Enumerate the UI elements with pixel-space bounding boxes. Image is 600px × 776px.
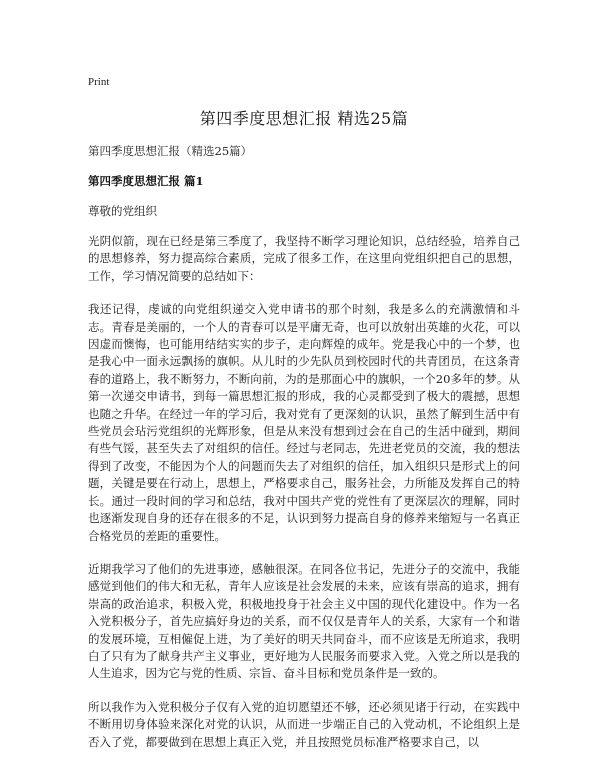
document-subtitle: 第四季度思想汇报（精选25篇） (88, 144, 253, 158)
paragraph: 近期我学习了他们的先进事迹，感触很深。在同各位书记，先进分子的交流中，我能感觉到他们的伟大和无私，青年人应该是社会发展的未来，应该有崇高的追求，拥有崇高的政治追求，积极入党，积极地投身于社会主义中国的现代化建设中。作为一名入党积极分子，首先应搞好身边的关系，而不仅仅是青年人的关系，大家有一个和谐的发展环境，互相僱促上进，为了美好的明天共同奋斗，而不应该是无所追求，我明白了只有为了献身共产主义事业，更好地为人民服务而要求入党。入党之所以是我的人生追求，因为它与党的性质、宗旨、奋斗目标和党员条件是一致的。 (88, 561, 520, 681)
section-heading: 第四季度思想汇报 篇1 (88, 174, 204, 188)
paragraph: 我还记得，虔诚的向党组织递交入党申请书的那个时刻，我是多么的充满激情和斗志。青春是美丽的，一个人的青春可以是平庸无奇，也可以放射出英雄的火花，可以因虚而懊悔，也可能用结结实实的步子，走向辉煌的成年。党是我心中的一个梦，也是我心中一面永远飘扬的旗帜。从儿时的少先队员到校园时代的共青团员，在这条青春的道路上，我不断努力，不断向前，为的是那面心中的旗帜，一个20多年的梦。从第一次递交申请书，到每一篇思想汇报的形成，我的心灵都受到了极大的震撼，思想也随之升华。在经过一年的学习后，我对党有了更深刻的认识，虽然了解到生活中有些党员会玷污党组织的光辉形象，但是从来没有想到过会在自己的生活中碰到，期间有些气馁，甚至失去了对组织的信任。经过与老同志，先进老党员的交流，我的想法得到了改变，不能因为个人的问题而失去了对组织的信任，加入组织只是形式上的问题，关键是要在行动上，思想上，严格要求自己，服务社会，力所能及发挥自己的特长。通过一段时间的学习和总结，我对中国共产党的党性有了更深层次的理解，同时也逐渐发现自身的还存在很多的不足，认识到努力提高自身的修养来缩短与一名真正合格党员的差距的重要性。 (88, 302, 520, 543)
document-page (88, 70, 520, 767)
document-title: 第四季度思想汇报 精选25篇 (199, 109, 409, 128)
paragraph: 所以我作为入党积极分子仅有入党的迫切愿望还不够，还必须见诸于行动，在实践中不断用切身体验来深化对党的认识，从而进一步端正自己的入党动机，不论组织上是否入了党，都要做到在思想上真正入党，并且按照党员标准严格要求自己，以 (88, 699, 520, 749)
paragraph: 光阴似箭，现在已经是第三季度了，我坚持不断学习理论知识，总结经验，培养自己的思想修养，努力提高综合素质，完成了很多工作，在这里向党组织把自己的思想，工作，学习情况简要的总结如下： (88, 234, 520, 283)
print-link[interactable]: Print (88, 76, 110, 88)
salutation: 尊敬的党组织 (88, 204, 157, 218)
